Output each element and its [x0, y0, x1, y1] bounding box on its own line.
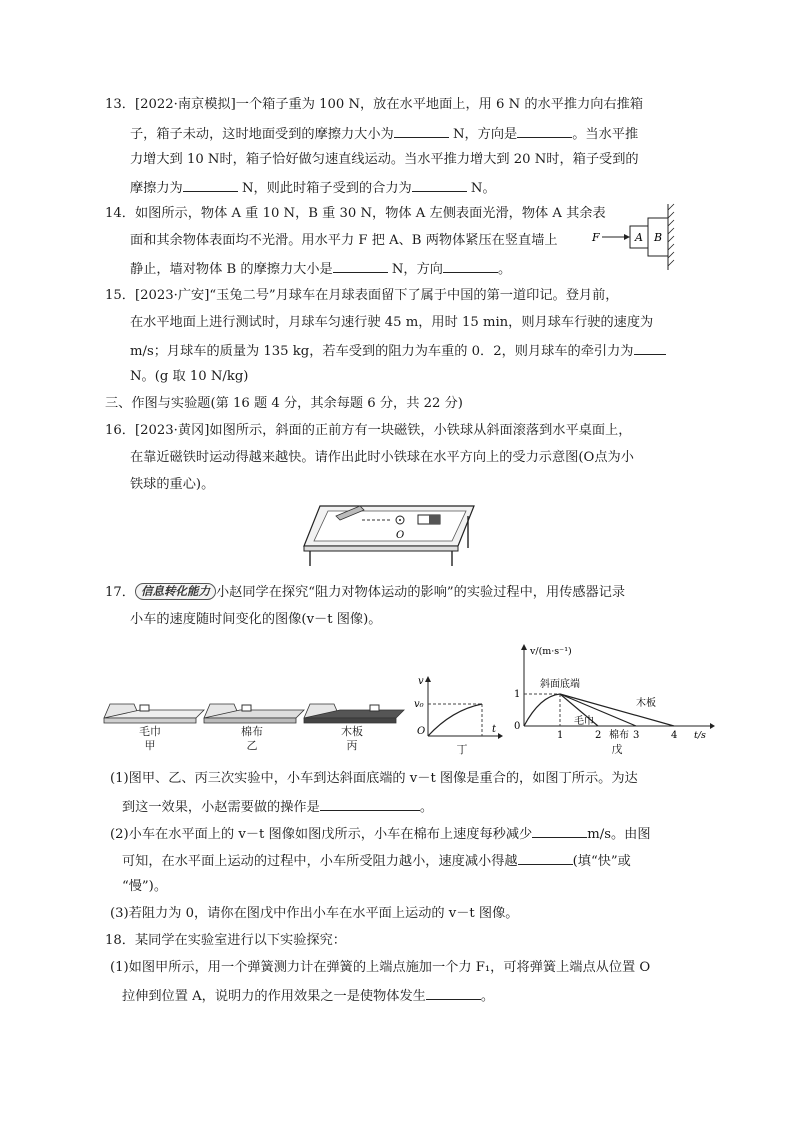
caption-jia: 甲 — [144, 739, 156, 752]
q13-line-3: 力增大到 10 N时，箱子恰好做匀速直线运动。当水平推力增大到 20 N时，箱子受到的 — [130, 152, 639, 167]
q13-line-1: 13．[2022·南京模拟]一个箱子重为 100 N，放在水平地面上，用 6 N 的水平推力向右推箱 — [105, 97, 644, 112]
setup-bing — [304, 704, 404, 723]
ding-v0-label: v₀ — [414, 699, 424, 710]
wu-t-unit: t/s — [694, 730, 706, 741]
wu-x-tick-1: 1 — [557, 730, 564, 741]
q17-part1-line-2: 到这一效果，小赵需要做的操作是 。 — [122, 796, 433, 818]
caption-yi: 乙 — [246, 739, 258, 752]
q17-line-2: 小车的速度随时间变化的图像(v－t 图像)。 — [130, 612, 382, 627]
q13-answer-blank-1[interactable] — [394, 123, 449, 138]
ability-badge: 信息转化能力 — [135, 583, 216, 600]
wu-x-tick-3: 3 — [633, 730, 640, 741]
q13-answer-blank-2[interactable] — [517, 123, 572, 138]
q18-line-2: (1)如图甲所示，用一个弹簧测力计在弹簧的上端点施加一个力 F₁，可将弹簧上端点从位置 O — [110, 960, 651, 975]
q17-part2-line-1: (2)小车在水平面上的 v－t 图像如图戊所示，小车在棉布上速度每秒减少 m/s。由图 — [110, 823, 651, 845]
wall-hatching — [668, 204, 674, 266]
q17-answer-blank-2[interactable] — [532, 823, 587, 838]
ding-t-label: t — [492, 724, 497, 735]
wu-label-maojin: 毛巾 — [574, 716, 594, 727]
wu-x-tick-4: 4 — [671, 730, 678, 741]
q17-part2-line-2: 可知，在水平面上运动的过程中，小车所受阻力越小，速度减小得越 (填“快”或 — [122, 850, 631, 872]
graph-ding — [412, 672, 504, 742]
caption-bing-surface: 木板 — [341, 725, 363, 738]
wu-label-muban: 木板 — [636, 698, 656, 709]
graph-wu — [510, 644, 720, 744]
q16-line-1: 16．[2023·黄冈]如图所示，斜面的正前方有一块磁铁，小铁球从斜面滚落到水平桌面上， — [105, 423, 632, 438]
caption-jia-surface: 毛巾 — [139, 725, 161, 738]
wu-mianbu-line — [560, 694, 636, 726]
q16-line-3: 铁球的重心)。 — [130, 477, 215, 492]
q13-line-2: 子，箱子未动，这时地面受到的摩擦力大小为 N，方向是 。当水平推 — [130, 123, 638, 145]
q14-line-1: 14．如图所示，物体 A 重 10 N，B 重 30 N，物体 A 左侧表面光滑，物体 A 其余表 — [105, 206, 606, 221]
center-label: O — [396, 530, 405, 541]
q14-figure-blocks — [588, 202, 688, 272]
magnet — [418, 515, 440, 524]
q18-line-3: 拉伸到位置 A，说明力的作用效果之一是使物体发生 。 — [122, 985, 494, 1007]
wu-y-axis-label: v/(m·s⁻¹) — [530, 646, 572, 657]
force-arrow — [602, 234, 630, 240]
q17-part1-line-1: (1)图甲、乙、丙三次实验中，小车到达斜面底端的 v－t 图像是重合的，如图丁所示。为达 — [110, 771, 638, 786]
q13-answer-blank-3[interactable] — [183, 177, 238, 192]
q17-line-1: 17． 信息转化能力 小赵同学在探究“阻力对物体运动的影响”的实验过程中，用传感器记录 — [105, 584, 626, 600]
wu-x-tick-2: 2 — [595, 730, 602, 741]
q14-line-2: 面和其余物体表面均不光滑。用水平力 F 把 A、B 两物体紧压在竖直墙上 — [130, 233, 558, 248]
wu-y-tick-1: 1 — [514, 689, 521, 700]
q17-answer-blank-3[interactable] — [518, 850, 573, 865]
q17-part2-line-3: “慢”)。 — [122, 879, 168, 894]
q13-answer-blank-4[interactable] — [412, 177, 467, 192]
q16-figure-table — [300, 498, 480, 570]
q14-line-3: 静止，墙对物体 B 的摩擦力大小是 N，方向 。 — [130, 258, 511, 280]
ding-curve — [428, 704, 482, 736]
q17-answer-blank-1[interactable] — [320, 796, 420, 811]
q15-answer-blank-2[interactable] — [634, 340, 666, 355]
section-3-heading: 三、作图与实验题(第 16 题 4 分，其余每题 6 分，共 22 分) — [105, 396, 463, 411]
q15-line-1: 15．[2023·广安]“玉兔二号”月球车在月球表面留下了属于中国的第一道印记。登月前， — [105, 288, 619, 303]
setup-jia — [104, 704, 204, 723]
caption-bing: 丙 — [346, 739, 358, 752]
wu-y-tick-0: 0 — [514, 721, 521, 732]
q15-line-3: m/s；月球车的质量为 135 kg，若车受到的阻力为车重的 0．2，则月球车的牵引力为 — [130, 340, 666, 362]
ding-v-label: v — [418, 676, 424, 687]
table-top — [304, 506, 474, 551]
q16-line-2: 在靠近磁铁时运动得越来越快。请作出此时小铁球在水平方向上的受力示意图(O点为小 — [130, 450, 634, 465]
wu-label-slope: 斜面底端 — [540, 679, 580, 690]
block-b-label: B — [654, 231, 663, 244]
wu-slope-curve — [524, 694, 560, 726]
force-label: F — [592, 231, 600, 244]
caption-ding: 丁 — [456, 743, 468, 756]
ding-origin-label: O — [417, 726, 426, 737]
caption-wu: 戊 — [611, 743, 623, 756]
q15-line-4: N。(g 取 10 N/kg) — [130, 369, 249, 384]
wu-label-mianbu: 棉布 — [609, 730, 629, 741]
q18-answer-blank-1[interactable] — [426, 985, 481, 1000]
q15-line-2: 在水平地面上进行测试时，月球车匀速行驶 45 m，用时 15 min，则月球车行驶的速度为 — [130, 315, 654, 330]
block-a-label: A — [635, 231, 643, 244]
q17-part3-line: (3)若阻力为 0，请你在图戊中作出小车在水平面上运动的 v－t 图像。 — [110, 906, 519, 921]
q13-line-4: 摩擦力为 N，则此时箱子受到的合力为 N。 — [130, 177, 496, 199]
setup-yi — [204, 704, 304, 723]
q18-line-1: 18．某同学在实验室进行以下实验探究： — [105, 933, 346, 948]
caption-yi-surface: 棉布 — [241, 725, 263, 738]
q14-answer-blank-2[interactable] — [443, 258, 498, 273]
q14-answer-blank-1[interactable] — [333, 258, 388, 273]
